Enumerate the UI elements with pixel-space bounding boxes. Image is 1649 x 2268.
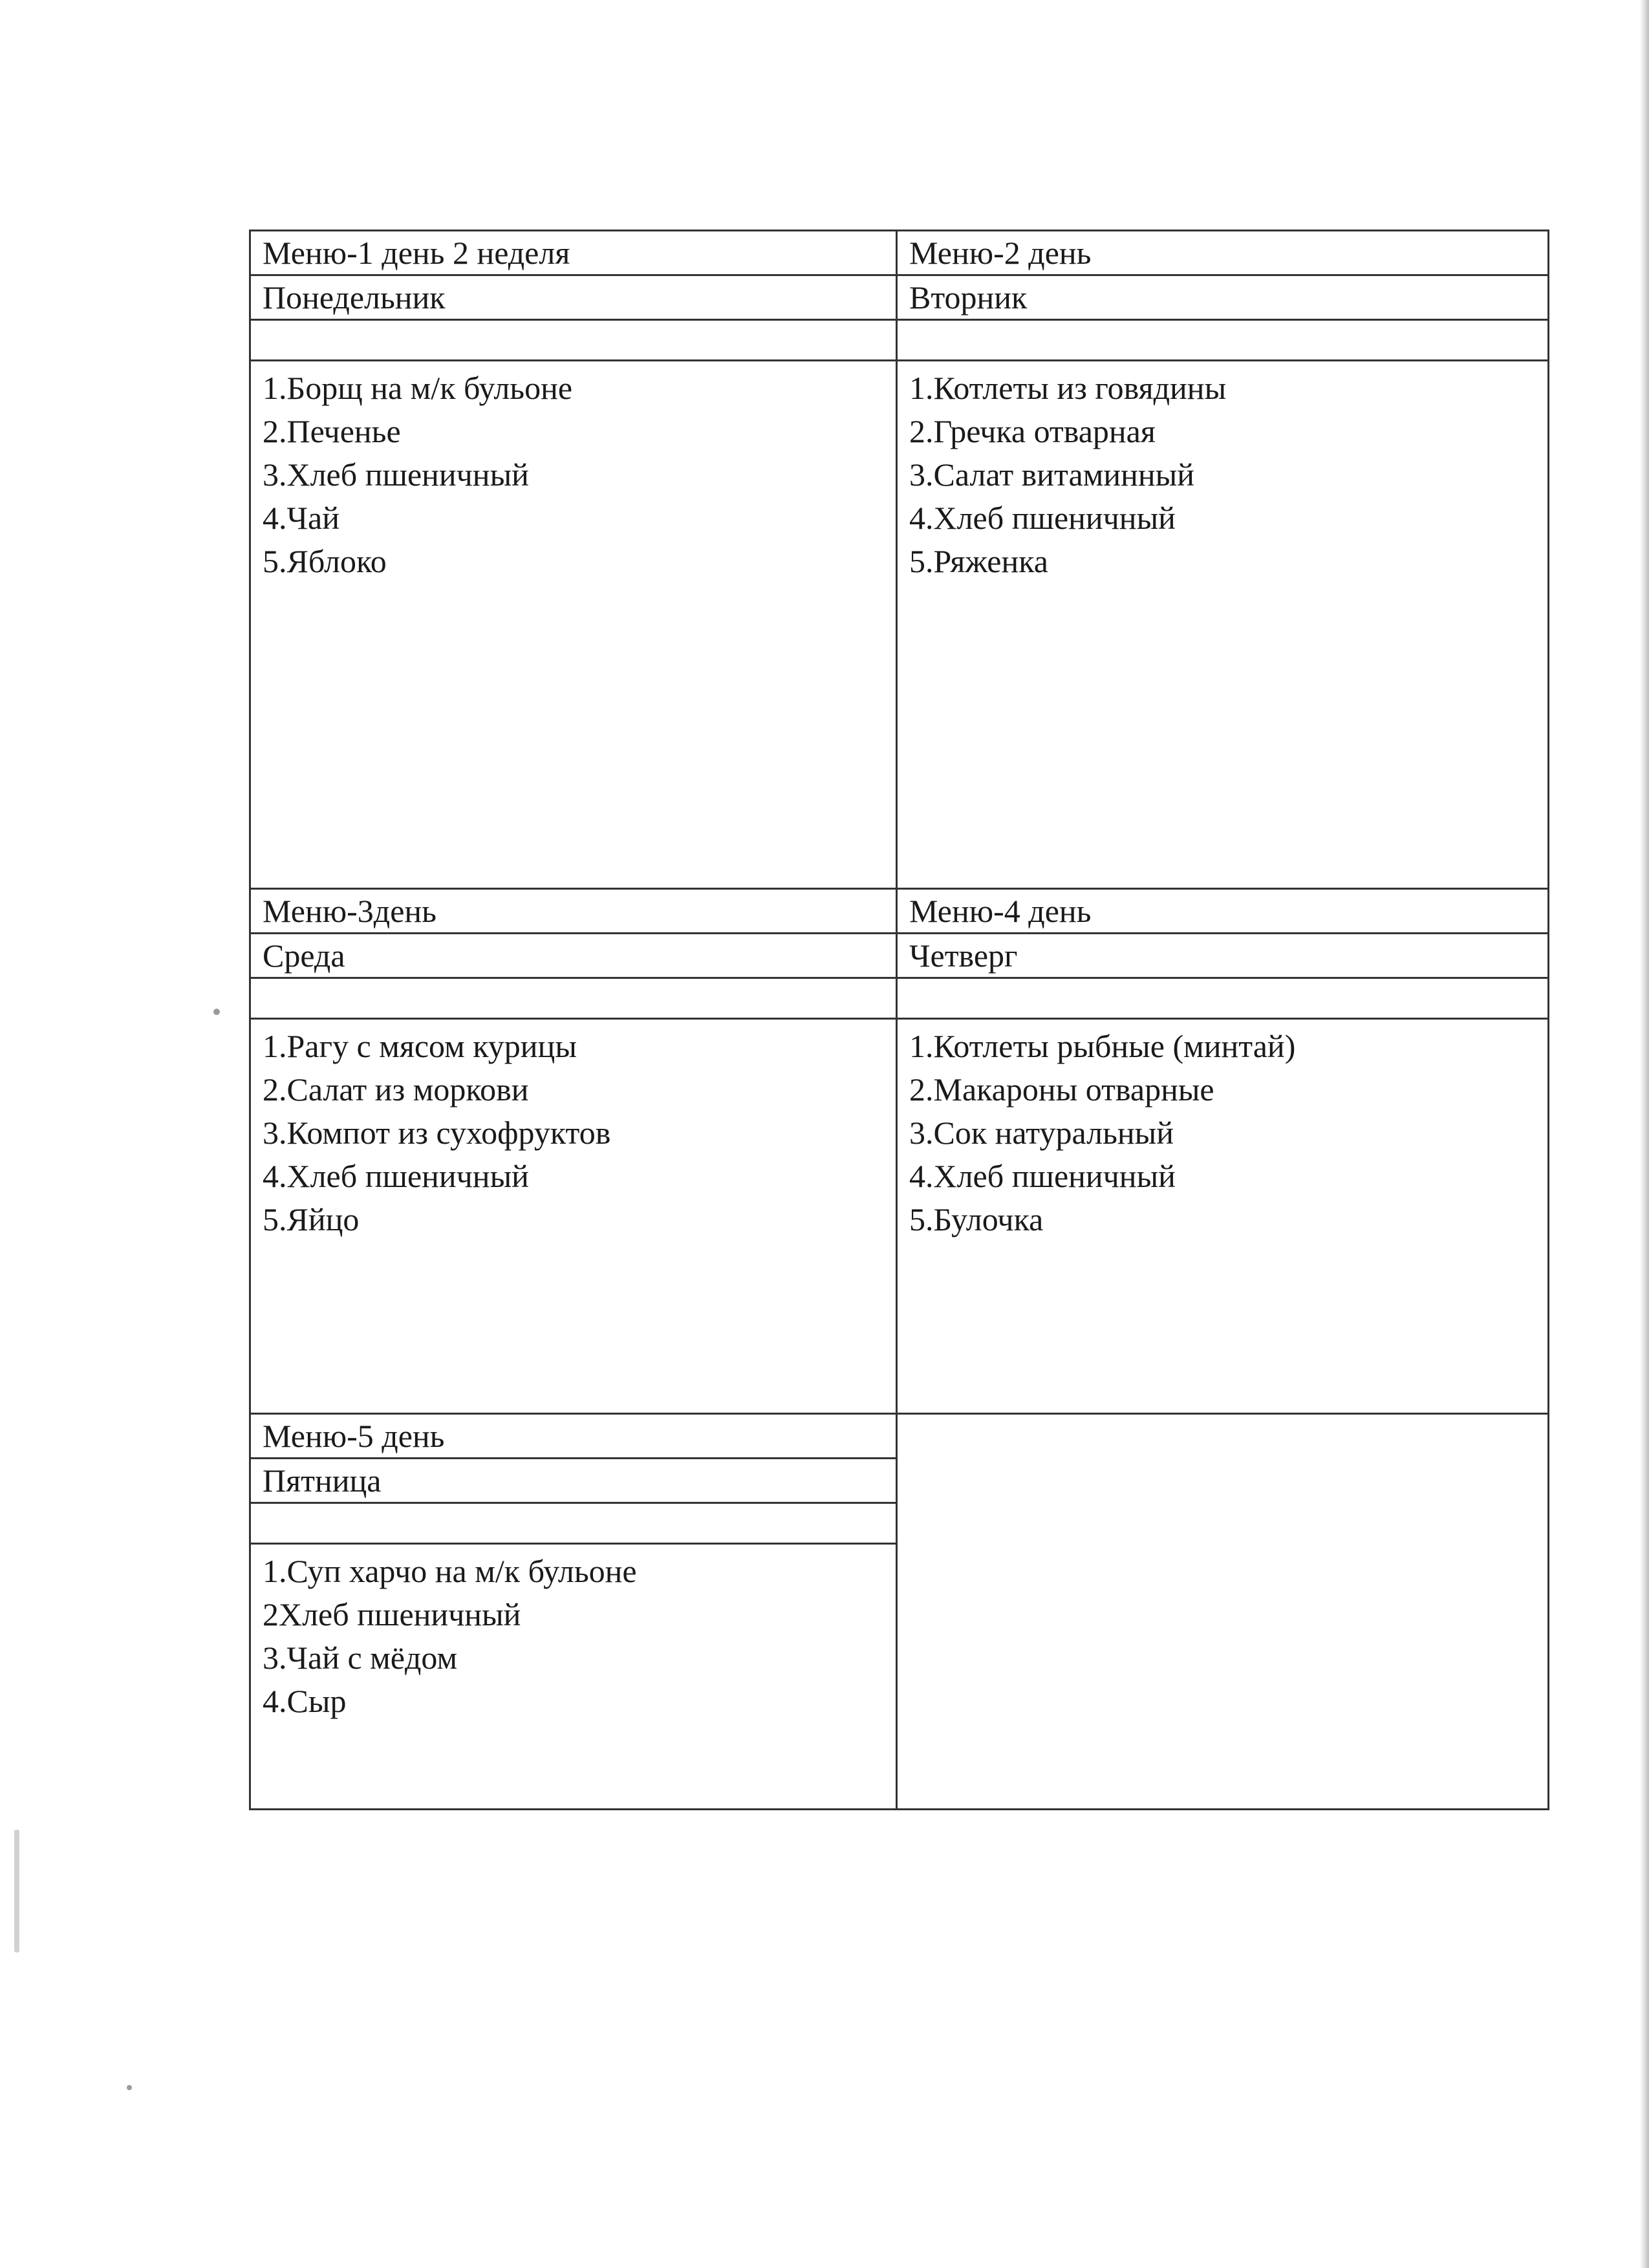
- list-item: 5.Булочка: [909, 1201, 1044, 1237]
- list-item: 1.Рагу с мясом курицы: [263, 1028, 577, 1064]
- list-item: 3.Хлеб пшеничный: [263, 456, 529, 493]
- menu-1-title: Меню-1 день 2 неделя: [250, 231, 897, 275]
- list-item: 1.Котлеты рыбные (минтай): [909, 1028, 1296, 1064]
- list-item: 3.Чай с мёдом: [263, 1640, 458, 1676]
- empty-cell: [897, 978, 1549, 1019]
- menu-2-title: Меню-2 день: [897, 231, 1549, 275]
- menu-5-day: Пятница: [250, 1459, 897, 1503]
- list-item: 2.Салат из моркови: [263, 1071, 529, 1107]
- list-item: 5.Ряженка: [909, 543, 1048, 579]
- list-item: 5.Яйцо: [263, 1201, 360, 1237]
- list-item: 4.Хлеб пшеничный: [909, 500, 1176, 536]
- list-item: 3.Компот из сухофруктов: [263, 1115, 611, 1151]
- list-item: 2Хлеб пшеничный: [263, 1596, 521, 1632]
- list-item: 2.Макароны отварные: [909, 1071, 1214, 1107]
- scan-speck: [213, 1009, 220, 1015]
- menu-2-items: [897, 361, 1549, 889]
- scan-shadow-edge: [1640, 0, 1649, 2268]
- menu-2-day: Вторник: [897, 275, 1549, 320]
- list-item: 3.Салат витаминный: [909, 456, 1194, 493]
- scan-speck: [127, 2085, 132, 2090]
- blank-cell: [897, 1414, 1549, 1810]
- menu-4-items: [897, 1019, 1549, 1414]
- menu-table: [249, 230, 1549, 1810]
- menu-5-title: Меню-5 день: [250, 1414, 897, 1459]
- list-item: 3.Сок натуральный: [909, 1115, 1174, 1151]
- menu-1-items: [250, 361, 897, 889]
- list-item: 1.Котлеты из говядины: [909, 370, 1227, 406]
- empty-cell: [897, 320, 1549, 361]
- empty-cell: [250, 320, 897, 361]
- scan-speck: [14, 1830, 19, 1952]
- list-item: 1.Суп харчо на м/к бульоне: [263, 1553, 637, 1589]
- list-item: 2.Печенье: [263, 413, 401, 449]
- list-item: 1.Борщ на м/к бульоне: [263, 370, 573, 406]
- empty-cell: [250, 1503, 897, 1544]
- menu-3-items: [250, 1019, 897, 1414]
- menu-1-day: Понедельник: [250, 275, 897, 320]
- list-item: 4.Хлеб пшеничный: [909, 1158, 1176, 1194]
- menu-4-title: Меню-4 день: [897, 889, 1549, 934]
- list-item: 4.Хлеб пшеничный: [263, 1158, 529, 1194]
- menu-3-day: Среда: [250, 934, 897, 978]
- menu-4-day: Четверг: [897, 934, 1549, 978]
- list-item: 2.Гречка отварная: [909, 413, 1156, 449]
- list-item: 4.Сыр: [263, 1683, 347, 1719]
- menu-5-items: [250, 1544, 897, 1810]
- empty-cell: [250, 978, 897, 1019]
- menu-3-title: Меню-3день: [250, 889, 897, 934]
- list-item: 4.Чай: [263, 500, 339, 536]
- list-item: 5.Яблоко: [263, 543, 387, 579]
